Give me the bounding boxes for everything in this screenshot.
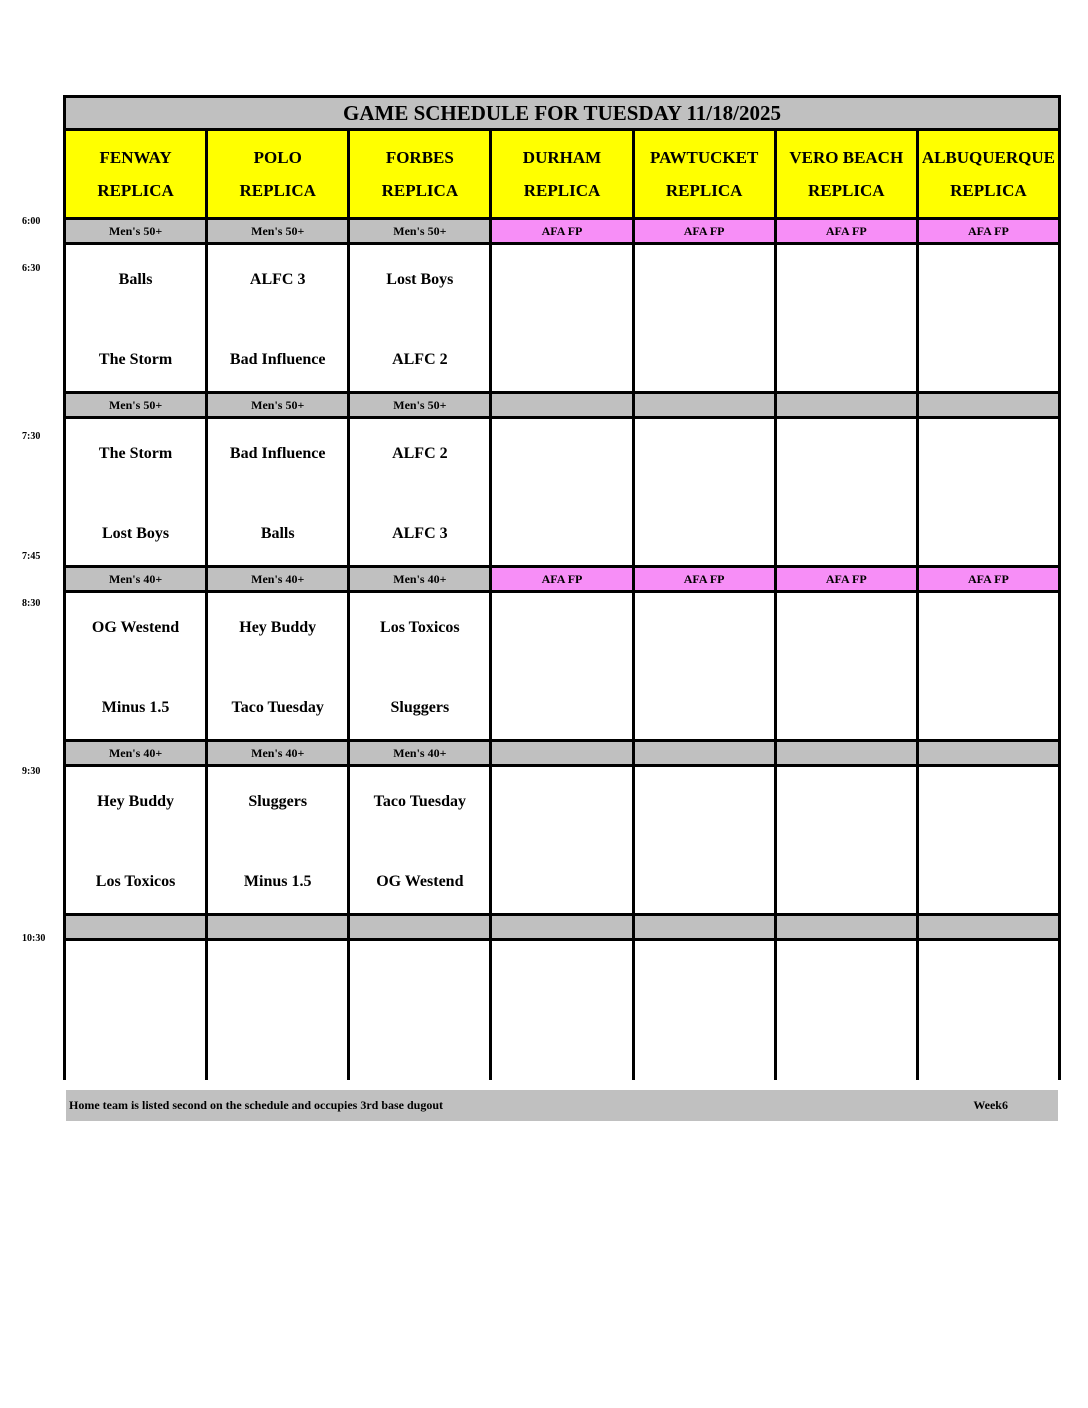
away-team: Los Toxicos — [380, 619, 460, 636]
game-slot — [492, 593, 631, 739]
schedule-footer — [66, 1090, 1058, 1121]
venue-name: VERO BEACH — [789, 148, 904, 167]
away-team: Lost Boys — [386, 271, 454, 288]
time-label: 10:30 — [22, 933, 46, 944]
division-label: Men's 50+ — [66, 394, 205, 416]
home-team: Balls — [260, 525, 295, 542]
away-team: Hey Buddy — [239, 619, 317, 636]
venue-name: DURHAM — [522, 148, 602, 167]
time-label: 6:30 — [22, 263, 41, 274]
division-label — [919, 916, 1058, 938]
home-team: Minus 1.5 — [243, 873, 312, 890]
division-label — [919, 394, 1058, 416]
division-label — [777, 916, 916, 938]
away-team: Sluggers — [248, 793, 308, 810]
game-slot — [350, 767, 489, 913]
time-label: 7:30 — [22, 431, 41, 442]
division-label — [66, 916, 205, 938]
time-label: 9:30 — [22, 766, 41, 777]
game-slot — [777, 245, 916, 391]
game-slot — [919, 941, 1058, 1087]
home-team: Los Toxicos — [95, 873, 176, 890]
division-label — [777, 742, 916, 764]
division-label: Men's 50+ — [208, 220, 347, 242]
division-label: AFA FP — [492, 220, 631, 242]
venue-header — [919, 131, 1058, 217]
division-label: Men's 50+ — [66, 220, 205, 242]
schedule-table — [63, 95, 1061, 1112]
game-slot — [777, 419, 916, 565]
division-label: AFA FP — [492, 568, 631, 590]
venue-subtitle: REPLICA — [950, 181, 1027, 200]
game-slot — [66, 419, 205, 565]
venue-name: FENWAY — [99, 148, 172, 167]
game-slot — [919, 593, 1058, 739]
game-slot — [492, 245, 631, 391]
division-label: Men's 50+ — [350, 220, 489, 242]
venue-subtitle: REPLICA — [523, 181, 601, 200]
game-slot — [350, 245, 489, 391]
home-team: Minus 1.5 — [101, 699, 170, 716]
game-slot — [635, 245, 774, 391]
game-slot — [919, 419, 1058, 565]
venue-name: FORBES — [385, 148, 454, 167]
division-label: Men's 40+ — [350, 568, 489, 590]
away-team: Hey Buddy — [97, 793, 175, 810]
home-team: OG Westend — [376, 873, 464, 890]
game-slot — [492, 419, 631, 565]
away-team: The Storm — [98, 445, 173, 462]
away-team: ALFC 3 — [249, 271, 306, 288]
time-label: 7:45 — [22, 551, 41, 562]
venue-header — [350, 131, 489, 217]
division-label: Men's 40+ — [350, 742, 489, 764]
game-slot — [777, 593, 916, 739]
game-slot — [777, 941, 916, 1087]
time-label: 6:00 — [22, 216, 41, 227]
game-slot — [919, 767, 1058, 913]
away-team: ALFC 2 — [392, 445, 448, 462]
game-slot — [66, 593, 205, 739]
game-slot — [350, 419, 489, 565]
game-slot — [777, 767, 916, 913]
division-label: Men's 40+ — [66, 568, 205, 590]
game-slot — [208, 245, 347, 391]
division-label: Men's 40+ — [208, 742, 347, 764]
division-label — [492, 916, 631, 938]
schedule-title: GAME SCHEDULE FOR TUESDAY 11/18/2025 — [66, 98, 1058, 128]
division-label — [492, 742, 631, 764]
division-label: AFA FP — [635, 568, 774, 590]
away-team: Taco Tuesday — [373, 793, 467, 810]
game-slot — [66, 245, 205, 391]
week-label: Week6 — [973, 1098, 1008, 1112]
venue-header — [492, 131, 631, 217]
time-column — [0, 0, 62, 1100]
venue-name: ALBUQUERQUE — [921, 148, 1055, 167]
home-team: The Storm — [98, 351, 173, 368]
division-label: AFA FP — [635, 220, 774, 242]
game-slot — [208, 767, 347, 913]
away-team: OG Westend — [91, 619, 180, 636]
division-label — [777, 394, 916, 416]
game-slot — [350, 593, 489, 739]
home-team: Lost Boys — [102, 525, 170, 542]
home-team: ALFC 2 — [392, 351, 448, 368]
division-label: AFA FP — [919, 568, 1058, 590]
time-label: 8:30 — [22, 598, 41, 609]
venue-header — [208, 131, 347, 217]
game-slot — [635, 593, 774, 739]
venue-subtitle: REPLICA — [239, 181, 316, 200]
division-label: Men's 50+ — [208, 394, 347, 416]
venue-subtitle: REPLICA — [381, 181, 459, 200]
home-team-note: Home team is listed second on the schedule and occupies 3rd base dugout — [69, 1098, 444, 1112]
game-slot — [635, 767, 774, 913]
division-label: Men's 50+ — [350, 394, 489, 416]
venue-header — [66, 131, 205, 217]
home-team: Sluggers — [390, 699, 450, 716]
venue-subtitle: REPLICA — [665, 181, 743, 200]
division-label — [635, 742, 774, 764]
division-label — [492, 394, 631, 416]
division-label — [635, 394, 774, 416]
venue-subtitle: REPLICA — [808, 181, 885, 200]
venue-name: PAWTUCKET — [649, 148, 759, 167]
home-team: Taco Tuesday — [231, 699, 324, 716]
division-label — [208, 916, 347, 938]
game-slot — [66, 941, 205, 1087]
division-label: Men's 40+ — [66, 742, 205, 764]
division-label — [919, 742, 1058, 764]
division-label — [635, 916, 774, 938]
game-slot — [208, 419, 347, 565]
game-slot — [208, 941, 347, 1087]
game-slot — [919, 245, 1058, 391]
venue-header — [635, 131, 774, 217]
game-slot — [635, 419, 774, 565]
division-label: AFA FP — [777, 568, 916, 590]
game-slot — [492, 767, 631, 913]
game-slot — [208, 593, 347, 739]
game-slot — [635, 941, 774, 1087]
game-slot — [350, 941, 489, 1087]
venue-header — [777, 131, 916, 217]
home-team: ALFC 3 — [392, 525, 448, 542]
away-team: Bad Influence — [229, 445, 326, 462]
division-label: Men's 40+ — [208, 568, 347, 590]
game-slot — [66, 767, 205, 913]
division-label — [350, 916, 489, 938]
division-label: AFA FP — [777, 220, 916, 242]
game-slot — [492, 941, 631, 1087]
division-label: AFA FP — [919, 220, 1058, 242]
home-team: Bad Influence — [229, 351, 326, 368]
away-team: Balls — [118, 271, 153, 288]
venue-name: POLO — [253, 148, 302, 167]
venue-subtitle: REPLICA — [97, 181, 174, 200]
